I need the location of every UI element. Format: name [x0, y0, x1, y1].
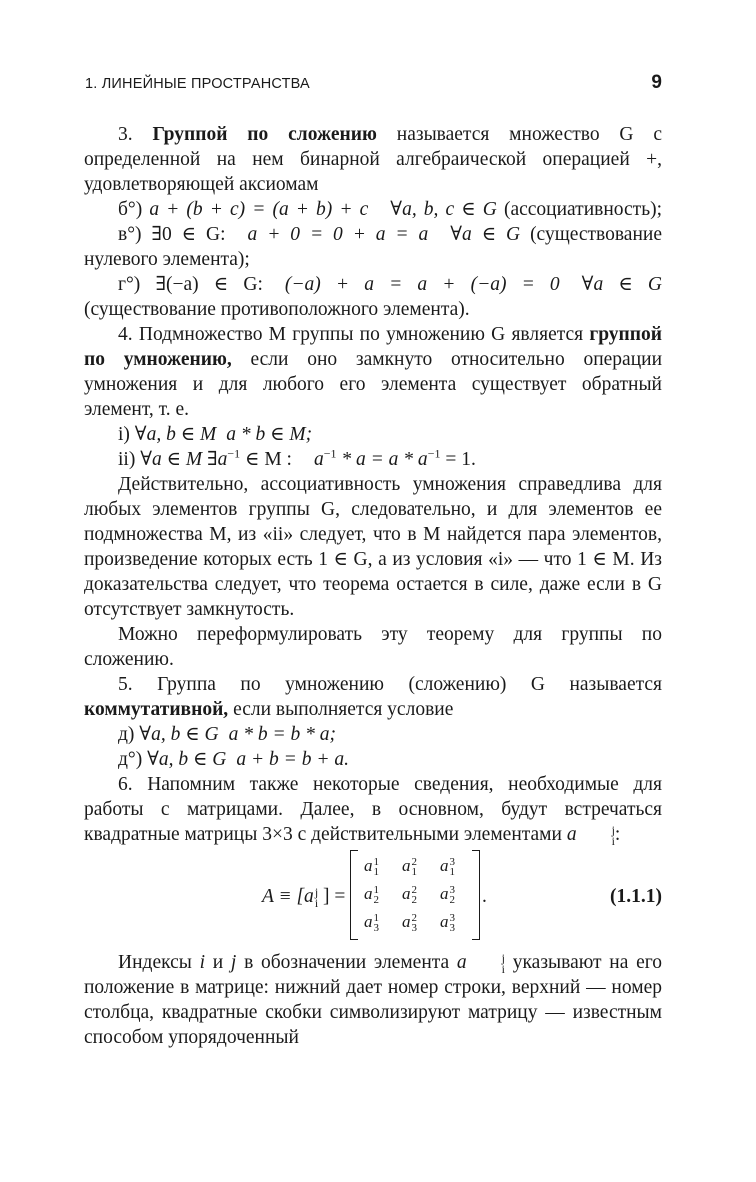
matrix-entry: a 3 1 [440, 856, 455, 879]
matrix-entry: a 1 2 [364, 884, 379, 907]
matrix-entry: a 2 1 [402, 856, 417, 879]
section-4-proof: Действительно, ассоциативность умножения справедлива для любых элементов группы G, следовательно, и для элементов ее подмножества M, из «ii» следует, что в M найдется пара элементов, произведение которых есть 1 ∈ G, а из условия «i» — что 1 ∈ M. Из доказательства следует, что теорема остается в силе, даже если в G отсутствует замкнутость. [84, 474, 662, 620]
condition-d-prime: д°) ∀a, b ∈ G a + b = b + a. [118, 749, 349, 770]
term-commutative: коммутативной, [84, 699, 229, 720]
term-group-multiplication: группой по умножению, [84, 324, 663, 370]
axiom-b: б°) a + (b + c) = (a + b) + c ∀a, b, c ∈ G (ассоциативность); [118, 199, 663, 220]
page-body [84, 122, 662, 1050]
equation-lhs: A ≡ [a j i ] = [262, 884, 346, 910]
section-4-remark: Можно переформулировать эту теорему для группы по сложению. [84, 624, 662, 670]
axiom-v: в°) ∃0 ∈ G: a + 0 = 0 + a = a ∀a ∈ G (существование нулевого элемента); [84, 224, 662, 270]
running-head: 1. ЛИНЕЙНЫЕ ПРОСТРАНСТВА [85, 76, 310, 92]
section-3-definition: 3. Группой по сложению называется множество G с определенной на нем бинарной алгебраической операцией +, удовлетворяющей аксиомам [84, 124, 663, 195]
axiom-g: г°) ∃(−a) ∈ G: (−a) + a = a + (−a) = 0 ∀a ∈ G (существование противоположного элемента). [84, 274, 662, 320]
matrix-entry: a 2 2 [402, 884, 417, 907]
matrix-entry: a 1 3 [364, 912, 379, 935]
matrix-entry: a 3 2 [440, 884, 455, 907]
condition-d: д) ∀a, b ∈ G a * b = b * a; [118, 724, 336, 745]
matrix-equation [84, 850, 662, 942]
page-number: 9 [651, 72, 662, 93]
term-group-addition: Группой по сложению [152, 124, 377, 145]
condition-i: i) ∀a, b ∈ M a * b ∈ M; [118, 424, 313, 445]
equation-period: . [482, 886, 487, 907]
section-5-definition: 5. Группа по умножению (сложению) G называется коммутативной, если выполняется условие [84, 674, 662, 720]
section-4-definition: 4. Подмножество M группы по умножению G является группой по умножению, если оно замкнуто относительно операции умножения и для любого его элемента существует обратный элемент, т. е. [84, 324, 663, 420]
condition-ii: ii) ∀a ∈ M $\exists a^{-1}$ ∈ M : $a^{-1} * a = a * a^{-1} = 1$. [118, 446, 476, 470]
matrix-a [350, 850, 480, 940]
matrix-entry: a 1 1 [364, 856, 379, 879]
section-6-intro: 6. Напомним также некоторые сведения, необходимые для работы с матрицами. Далее, в основном, будут встречаться квадратные матрицы 3×3 с действительными элементами a j i : [84, 774, 663, 848]
matrix-entry: a 2 3 [402, 912, 417, 935]
equation-number: (1.1.1) [610, 886, 662, 907]
matrix-entry: a 3 3 [440, 912, 455, 935]
section-6-indices: Индексы i и j в обозначении элемента a j i указывают на его положение в матрице: нижний дает номер строки, верхний — номер столбца, квадратные скобки символизируют матрицу — известным способом упорядоченный [84, 950, 663, 1048]
left-bracket [350, 850, 358, 940]
